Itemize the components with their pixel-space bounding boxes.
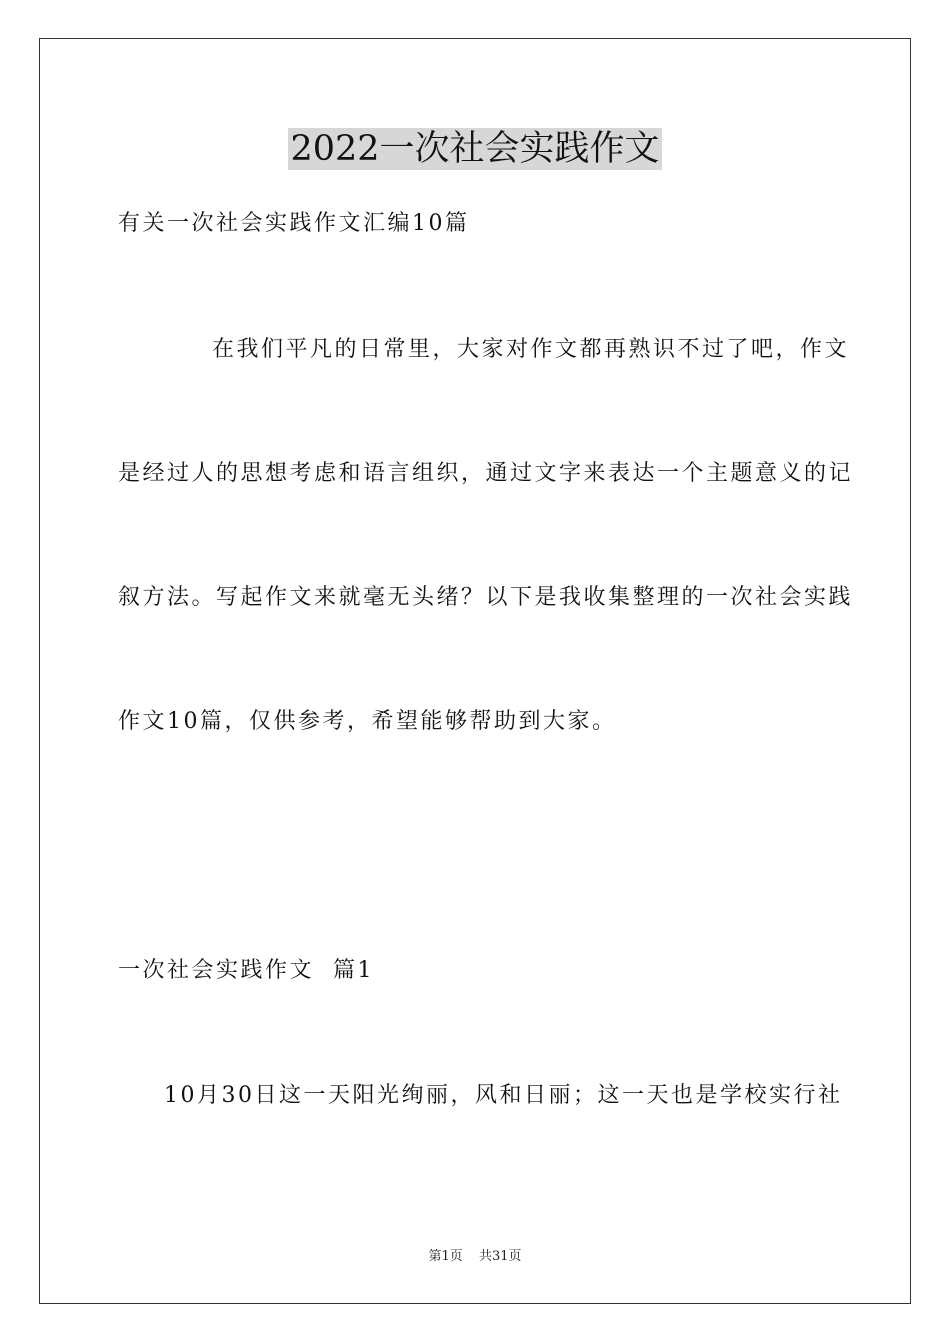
page-number-total: 共31页 <box>478 1249 522 1264</box>
document-subtitle: 有关一次社会实践作文汇编10篇 <box>118 211 470 236</box>
document-title: 2022一次社会实践作文 <box>290 129 660 169</box>
section-heading: 一次社会实践作文 篇1 <box>118 958 374 983</box>
body-line-1: 10月30日这一天阳光绚丽，风和日丽；这一天也是学校实行社 <box>164 1083 843 1108</box>
page-footer <box>0 1249 950 1265</box>
title-container <box>0 128 950 170</box>
intro-line-1: 在我们平凡的日常里，大家对作文都再熟识不过了吧，作文 <box>212 337 850 362</box>
intro-line-4: 作文10篇，仅供参考，希望能够帮助到大家。 <box>118 709 617 734</box>
intro-line-2: 是经过人的思想考虑和语言组织，通过文字来表达一个主题意义的记 <box>118 461 854 486</box>
intro-line-3: 叙方法。写起作文来就毫无头绪？以下是我收集整理的一次社会实践 <box>118 585 854 610</box>
page-number-current: 第1页 <box>428 1249 463 1264</box>
